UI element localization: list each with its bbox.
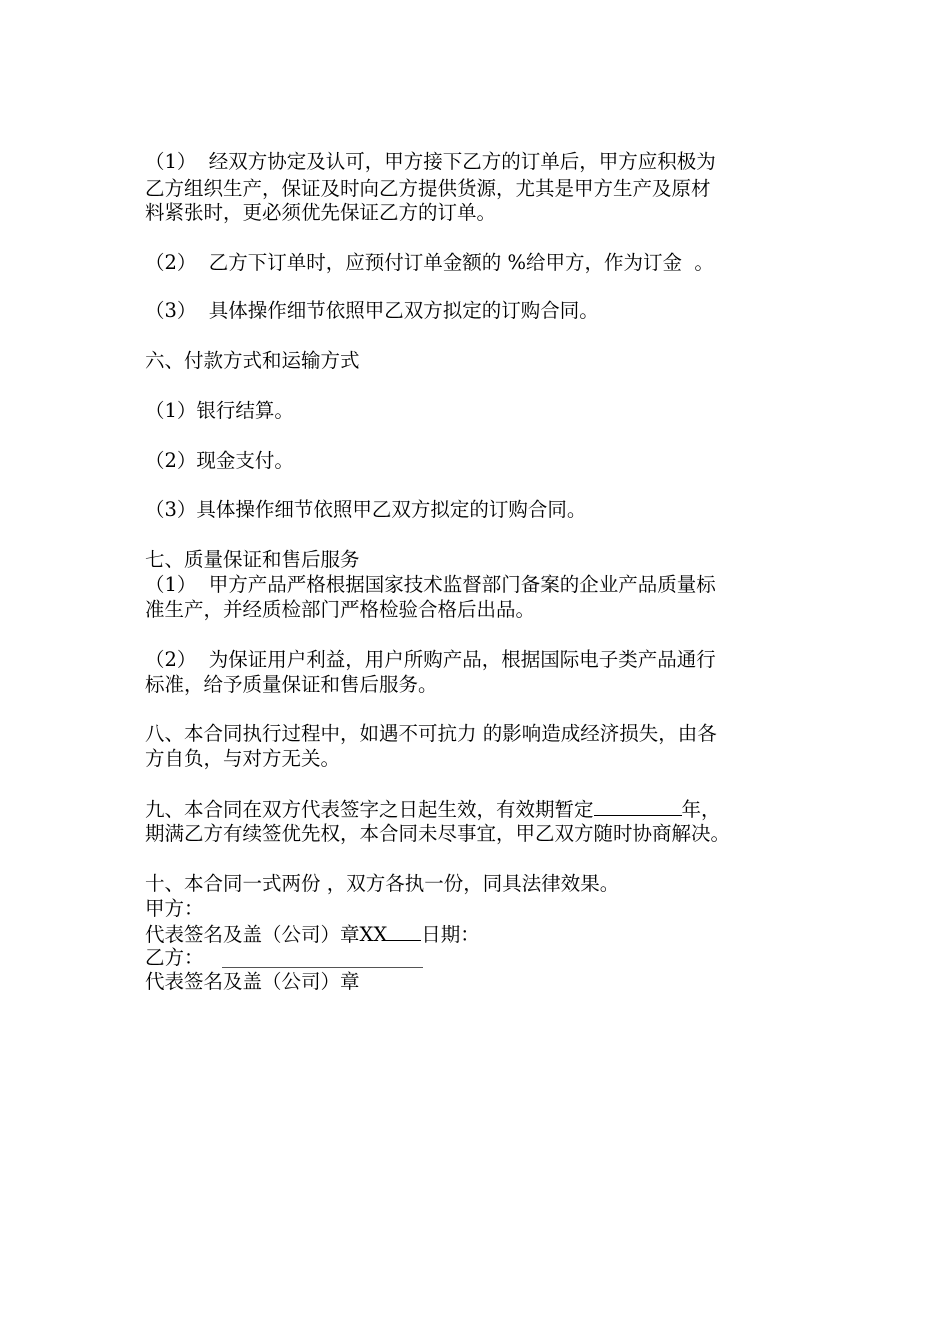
section9-line1-suffix: 年， [681, 798, 721, 821]
section5-item2: （2） 乙方下订单时，应预付订单金额的 %给甲方，作为订金 。 [145, 251, 714, 274]
party-b-blank [222, 967, 423, 968]
party-a-sign-blank [387, 922, 421, 941]
section7-item2-line1: （2） 为保证用户利益，用户所购产品，根据国际电子类产品通行 [145, 648, 716, 671]
section6-heading: 六、付款方式和运输方式 [145, 349, 360, 372]
section7-item2-line2: 标准，给予质量保证和售后服务。 [145, 673, 438, 696]
section5-item1-line3: 料紧张时，更必须优先保证乙方的订单。 [145, 201, 497, 224]
section7-heading: 七、质量保证和售后服务 [145, 548, 360, 571]
section5-item3: （3） 具体操作细节依照甲乙双方拟定的订购合同。 [145, 299, 599, 322]
validity-years-blank [594, 797, 682, 816]
section7-item1-line1: （1） 甲方产品严格根据国家技术监督部门备案的企业产品质量标 [145, 573, 716, 596]
section9-line1-text: 九、本合同在双方代表签字之日起生效，有效期暂定 [145, 798, 594, 821]
party-b-sign-label: 代表签名及盖（公司）章 [145, 970, 360, 993]
section6-item2: （2）现金支付。 [145, 449, 294, 472]
section9-line1 [145, 797, 721, 822]
section5-item1-line1: （1） 经双方协定及认可，甲方接下乙方的订单后，甲方应积极为 [145, 150, 716, 173]
section7-item1-line2: 准生产，并经质检部门严格检验合格后出品。 [145, 598, 536, 621]
section9-line2: 期满乙方有续签优先权，本合同未尽事宜，甲乙双方随时协商解决。 [145, 822, 731, 845]
party-b-label: 乙方： [145, 946, 204, 969]
section8-line2: 方自负，与对方无关。 [145, 747, 341, 770]
section6-item1: （1）银行结算。 [145, 399, 294, 422]
party-a-sign-line [145, 922, 480, 947]
section10-line1: 十、本合同一式两份 ，双方各执一份，同具法律效果。 [145, 872, 620, 895]
section6-item3: （3）具体操作细节依照甲乙双方拟定的订购合同。 [145, 498, 587, 521]
party-a-label: 甲方： [145, 897, 204, 920]
section5-item1-line2: 乙方组织生产，保证及时向乙方提供货源，尤其是甲方生产及原材 [145, 177, 711, 200]
date-label: 日期： [421, 923, 480, 946]
section8-line1: 八、本合同执行过程中，如遇不可抗力 的影响造成经济损失，由各 [145, 722, 717, 745]
party-a-sign-label: 代表签名及盖（公司）章XX [145, 923, 388, 946]
